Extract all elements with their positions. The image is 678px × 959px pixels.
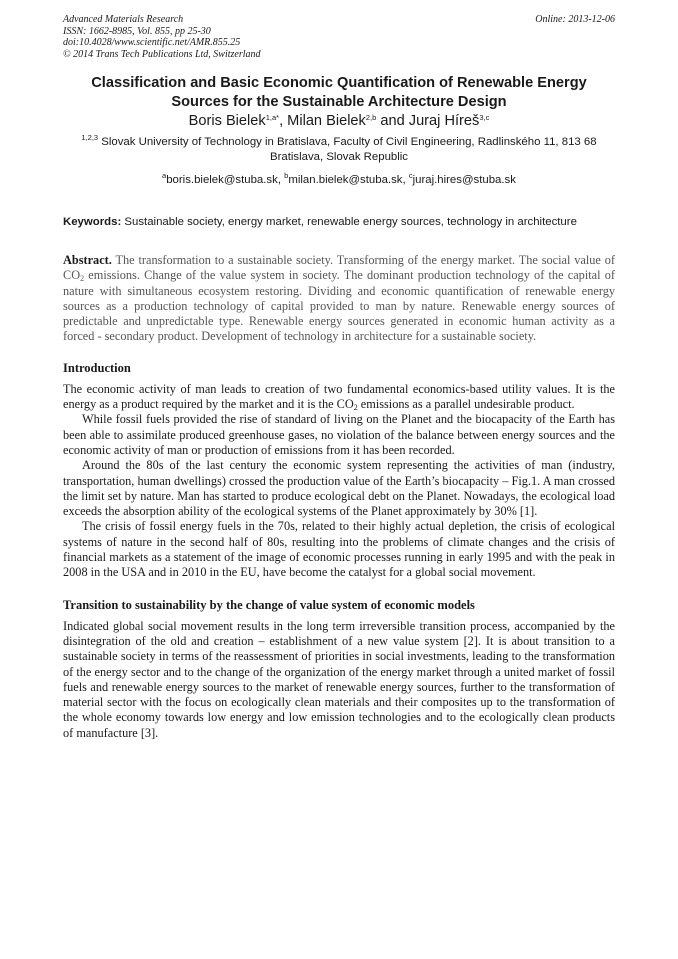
paragraph: The crisis of fossil energy fuels in the 70s, related to their highly actual depletion, the crisis of ecological systems of nature in the second half of 80s, resulting into the problems of climate changes and the crisis of financial markets as a statement of the image of economic processes running in early 1995 and with the peak in 2008 in the USA and in 2010 in the EU, have become the catalyst for a global social movement. <box>63 519 615 580</box>
author-name: Boris Bielek <box>188 113 266 129</box>
paragraph-text: The economic activity of man leads to creation of two fundamental economics-based utility values. It is the energy as a product required by the market and it is the CO <box>63 381 615 412</box>
author-name: Juraj Híreš <box>408 113 480 129</box>
online-date: Online: 2013-12-06 <box>535 14 615 25</box>
section-heading: Transition to sustainability by the change of value system of economic models <box>63 597 475 612</box>
paragraph: Indicated global social movement results in the long term irreversible transition process, accompanied by the disintegration of the old and creation – establishment of a new value system [2]. It is about transition to a sustainable society in terms of the reassessment of priorities in social investments, leading to the transformation of the energy sector and to the change of the organization of the energy market through a united market of fossil fuels and renewable energy sources to the market of renewable energy sources, further to the transformation of material sector with the focus on ecologically clean materials and their composites up to the transformation of the whole economy towards low energy and low emission technologies and to the ecologically clean products of manufacture [3]. <box>63 618 615 740</box>
author-emails: $^a$boris.bielek@stuba.sk, $^b$milan.bielek@stuba.sk, $^c$juraj.hires@stuba.sk <box>162 171 516 186</box>
email-superscript: a <box>162 171 167 180</box>
section-transition <box>63 597 615 741</box>
email-superscript: c <box>408 171 413 180</box>
paragraph: Around the 80s of the last century the economic system representing the activities of man (industry, transportation, human dwellings) crossed the production value of the Earth’s biocapacity – Fig.1. A man crossed the limit set by nature. Man has started to produce ecological debt on the Planet. Nowadays, the ecological load exceeds the absorption ability of the ecological systems of the Planet approximately by 30% [1]. <box>63 458 615 519</box>
section-introduction <box>63 360 615 581</box>
journal-name: Advanced Materials Research <box>63 14 184 25</box>
paragraph: While fossil fuels provided the rise of standard of living on the Planet and the biocapacity of the Earth has been able to assimilate produced greenhouse gases, no violation of the balance between energy sources and the economic activity of man or production of emissions from it has been recorded. <box>63 412 615 457</box>
journal-issn: ISSN: 1662-8985, Vol. 855, pp 25-30 <box>63 25 211 37</box>
email-link[interactable]: milan.bielek@stuba.sk <box>288 174 403 186</box>
paragraph-text: emissions as a parallel undesirable product. <box>357 397 575 412</box>
section-heading: Introduction <box>63 360 131 375</box>
keywords-text: Sustainable society, energy market, renewable energy sources, technology in architecture <box>124 216 577 228</box>
email-link[interactable]: boris.bielek@stuba.sk <box>166 174 278 186</box>
paper-title: Classification and Basic Economic Quantification of Renewable Energy Sources for the Sustainable Architecture Design <box>91 75 587 110</box>
author-separator: and <box>376 113 409 129</box>
abstract-text: The transformation to a sustainable society. Transforming of the energy market. The social value of CO <box>63 253 616 283</box>
abstract <box>63 253 615 345</box>
author-separator: , <box>279 113 288 129</box>
author-superscript: 2,b <box>365 113 377 122</box>
paper-page <box>63 14 615 741</box>
subscript: 2 <box>80 274 85 284</box>
abstract-text: emissions. Change of the value system in society. The dominant production technology of the capital of nature with simultaneous ecosystem restoring. Dividing and economic quantification of renewable energy sources as a production technology of capital provided to man by nature. Renewable energy sources of predictable and unpredictable type. Renewable energy sources generated in economic human activity as a forced - secondary product. Development of technology in architecture for a sustainable society. <box>63 268 615 344</box>
journal-copyright: © 2014 Trans Tech Publications Ltd, Switzerland <box>63 48 261 60</box>
affiliation <box>63 135 615 165</box>
journal-doi: doi:10.4028/www.scientific.net/AMR.855.25 <box>63 37 241 48</box>
keywords <box>63 215 615 230</box>
running-header <box>63 14 615 60</box>
author-superscript: 1,a* <box>265 113 280 122</box>
keywords-label: Keywords: <box>63 216 122 228</box>
email-superscript: b <box>284 171 289 180</box>
author-superscript: 3,c <box>479 113 490 122</box>
abstract-label: Abstract. <box>63 253 112 267</box>
journal-info <box>63 14 261 60</box>
email-link[interactable]: juraj.hires@stuba.sk <box>412 174 516 186</box>
paragraph <box>63 382 615 413</box>
affiliation-text: Slovak University of Technology in Bratislava, Faculty of Civil Engineering, Radlinského 11, 813 68 Bratislava, Slovak Republic <box>101 136 597 163</box>
author-list <box>63 112 615 131</box>
subscript: 2 <box>353 403 358 413</box>
author-name: Milan Bielek <box>287 113 366 129</box>
affiliation-superscript: 1,2,3 <box>81 133 99 142</box>
